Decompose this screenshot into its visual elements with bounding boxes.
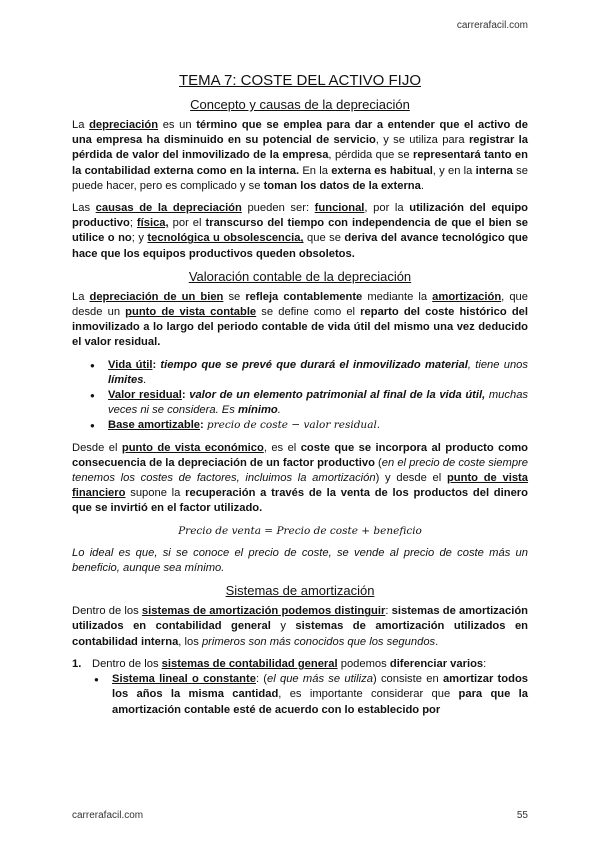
paragraph-sistemas: Dentro de los sistemas de amortización podemos distinguir: sistemas de amortización utilizados en contabilidad general y sistemas de amortización utilizados en contabilidad interna, los primeros son más conocidos que los segundos. <box>72 605 529 648</box>
list-item-valor-residual: ● Valor residual: valor de un elemento patrimonial al final de la vida útil, muchas veces ni se considera. Es mínimo. <box>108 388 528 418</box>
formula-precio-venta: Precio de venta = Precio de coste + beneficio <box>178 524 422 537</box>
section-heading-sistemas: Sistemas de amortización <box>225 583 375 599</box>
sub-list <box>72 672 528 718</box>
footer-site: carrerafacil.com <box>72 810 144 821</box>
page-number: 55 <box>516 810 528 821</box>
page-title: TEMA 7: COSTE DEL ACTIVO FIJO <box>179 72 421 89</box>
list-item-base-amortizable: ● Base amortizable: precio de coste − valor residual. <box>108 418 528 433</box>
paragraph-causas: Las causas de la depreciación pueden ser: funcional, por la utilización del equipo productivo; física, por el transcurso del tiempo con independencia de que el bien se utilice o no; y tecnológica u obsolescencia, que se deriva del avance tecnológico que hace que los equipos productivos queden obsoletos. <box>72 202 529 260</box>
section-heading-valoracion: Valoración contable de la depreciación <box>188 268 412 284</box>
page-content <box>72 72 528 718</box>
numbered-item-contabilidad-general <box>72 657 528 672</box>
item-number: 1. <box>72 657 82 670</box>
section-heading-concepto: Concepto y causas de la depreciación <box>190 97 410 112</box>
paragraph-valoracion: La depreciación de un bien se refleja contablemente mediante la amortización, que desde un punto de vista contable se define como el reparto del coste histórico del inmovilizado a lo largo del periodo contable de vida útil del mismo una vez deducido el valor residual. <box>72 290 528 349</box>
item-text: Dentro de los sistemas de contabilidad general podemos diferenciar varios: <box>92 657 487 670</box>
list-item-sistema-lineal: ● Sistema lineal o constante: (el que más se utiliza) consiste en amortizar todos los años la misma cantidad, es importante considerar que para que la amortización contable esté de acuerdo con lo establecido por <box>112 672 528 718</box>
paragraph-definicion: La depreciación es un término que se emplea para dar a entender que el activo de una empresa ha disminuido en su potencial de servicio, y se utiliza para registrar la pérdida de valor del inmovilizado de la empresa, pérdida que se representará tanto en la contabilidad externa como en la interna. En la externa es habitual, y en la interna se puede hacer, pero es complicado y se toman los datos de la externa. <box>72 119 528 192</box>
paragraph-punto-vista: Desde el punto de vista económico, es el coste que se incorpora al producto como consecuencia de la depreciación de un factor productivo (en el precio de coste siempre tenemos los costes de factores, incluimos la amortización) y desde el punto de vista financiero supone la recuperación a través de la venta de los productos del dinero que se invirtió en el factor utilizado. <box>72 441 528 515</box>
list-item-vida-util: ● Vida útil: tiempo que se prevé que durará el inmovilizado material, tiene unos límites. <box>108 358 528 388</box>
paragraph-ideal: Lo ideal es que, si se conoce el precio de coste, se vende al precio de coste más un beneficio, aunque sea mínimo. <box>72 546 528 575</box>
definition-list <box>72 358 528 434</box>
header-site: carrerafacil.com <box>456 20 528 31</box>
